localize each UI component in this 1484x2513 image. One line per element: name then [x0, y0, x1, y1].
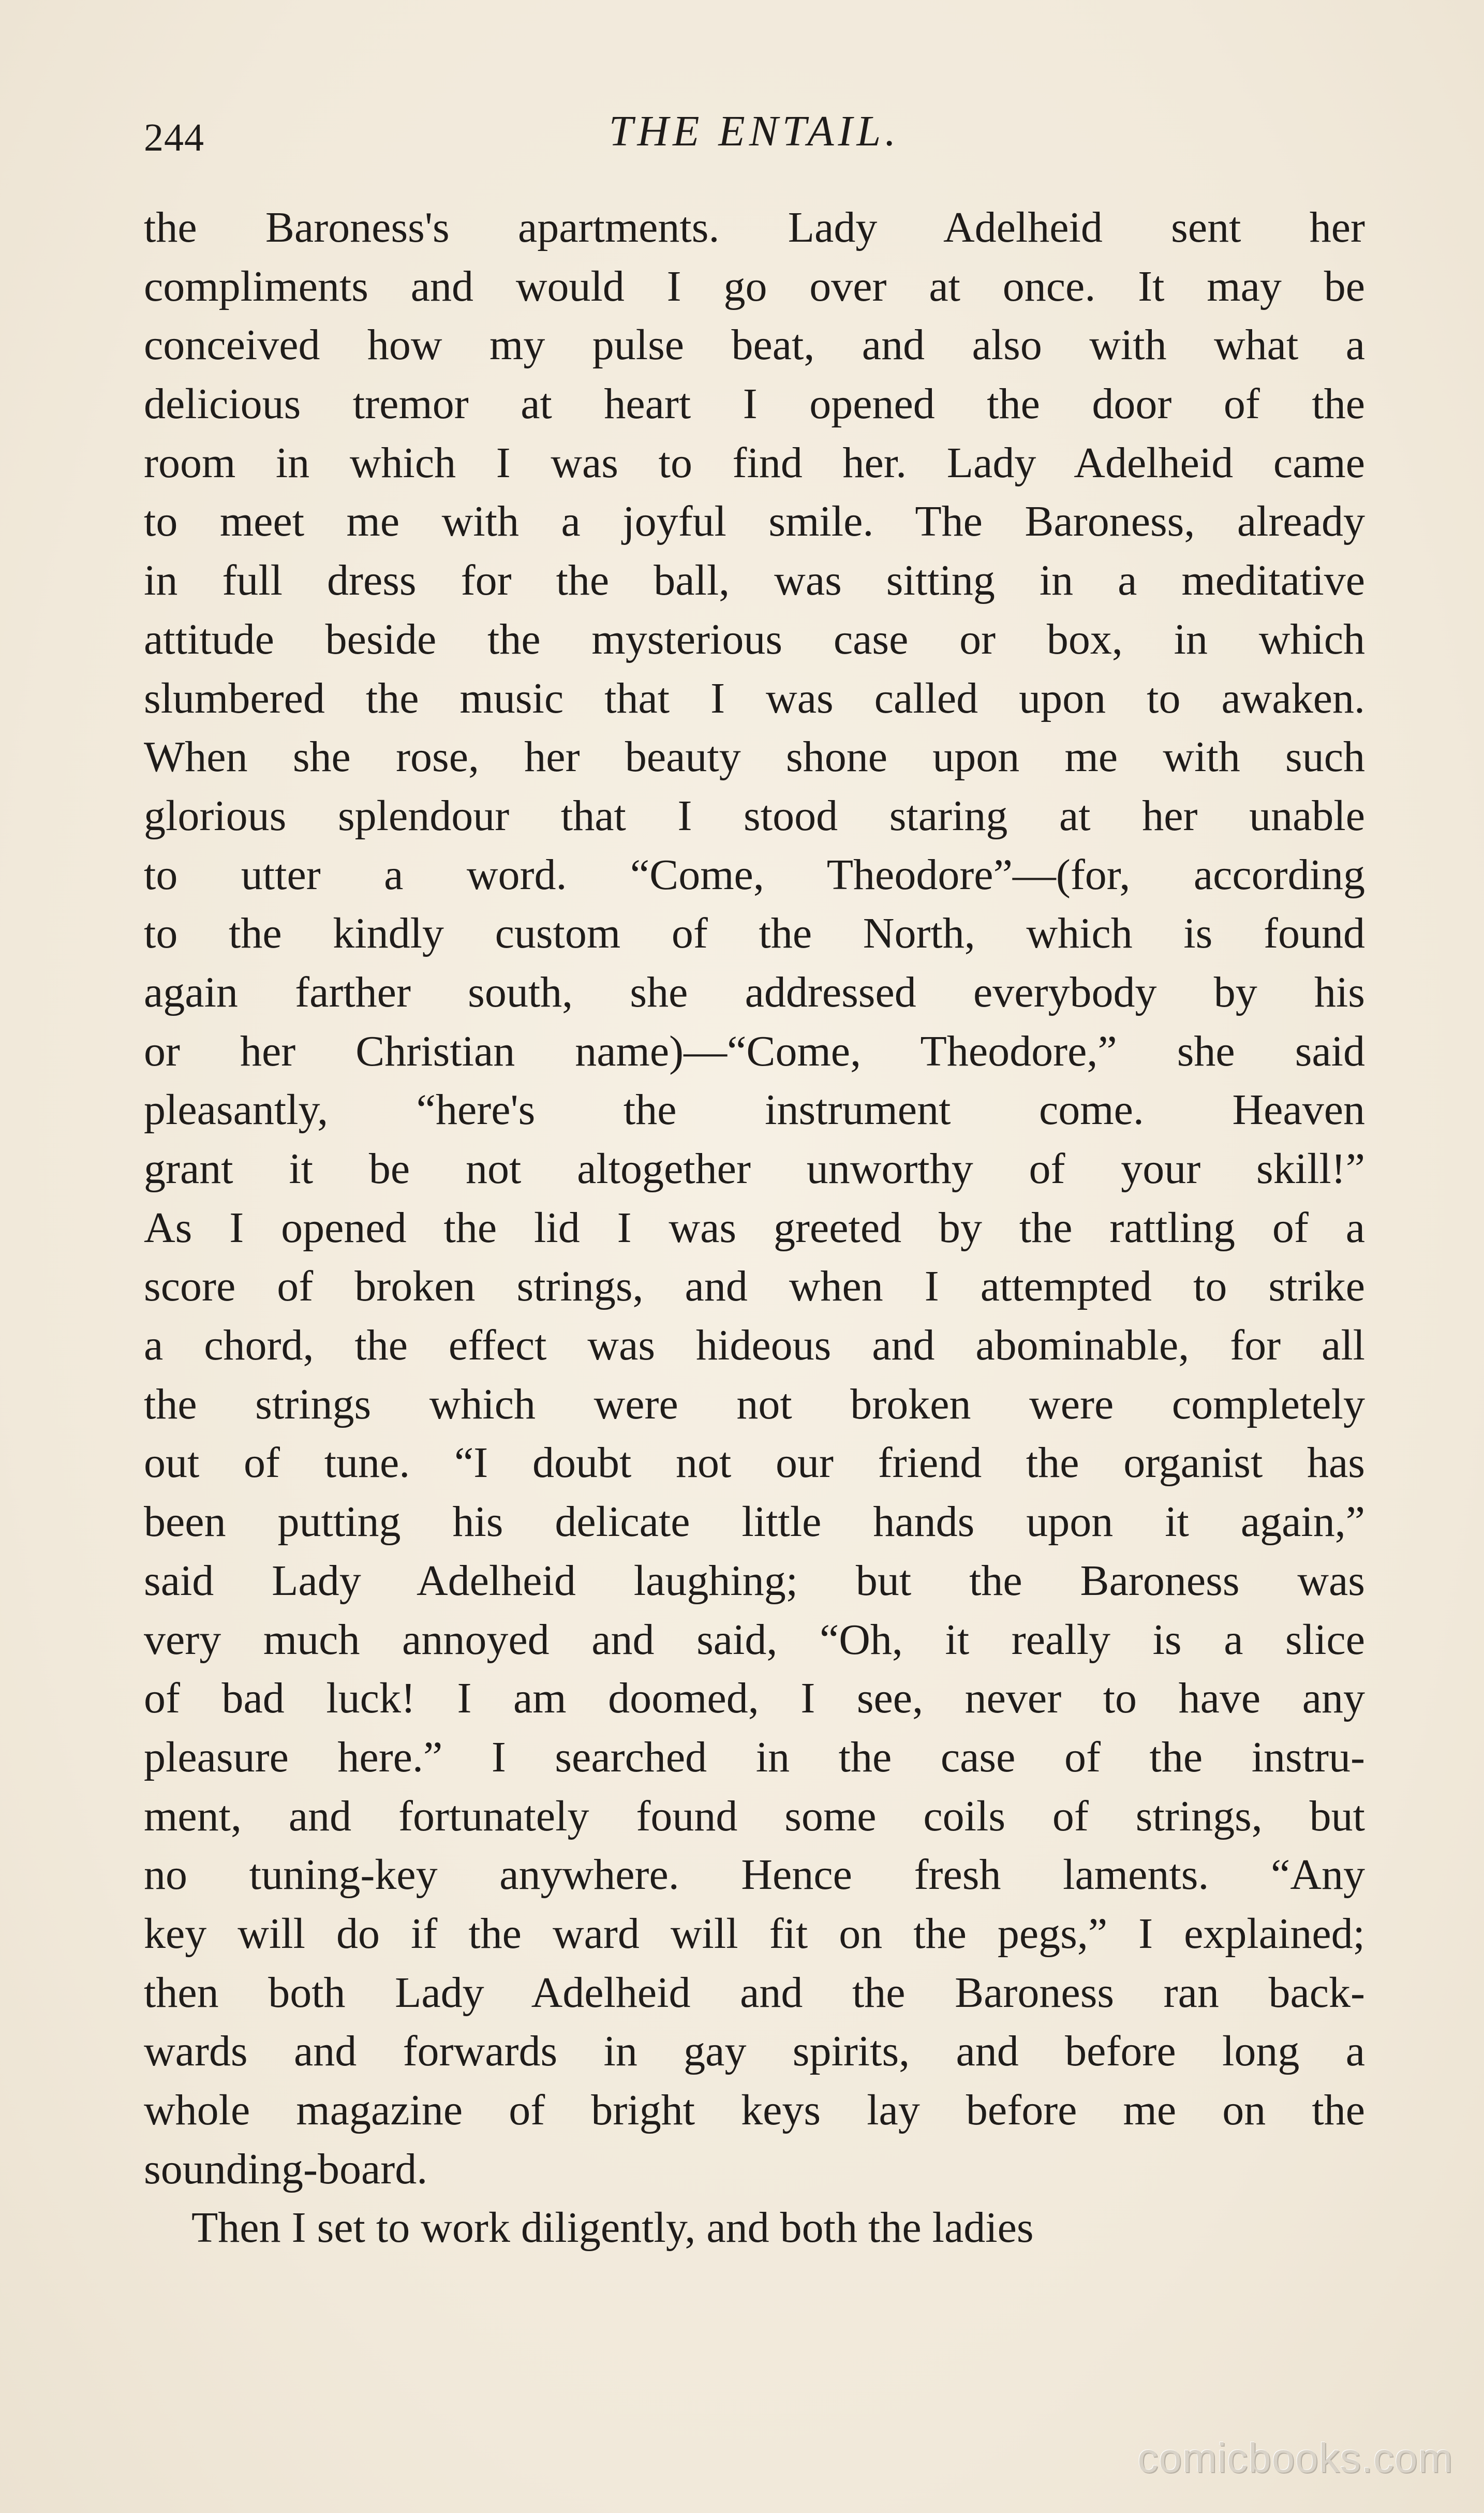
- text-line: then both Lady Adelheid and the Baroness ran back-: [144, 1968, 1365, 2017]
- running-title: THE ENTAIL.: [609, 107, 900, 155]
- text-line: room in which I was to find her. Lady Adelheid came: [144, 438, 1365, 487]
- text-line: compliments and would I go over at once. It may be: [144, 262, 1365, 311]
- text-line: grant it be not altogether unworthy of your skill!”: [144, 1145, 1365, 1193]
- text-line: out of tune. “I doubt not our friend the organist has: [144, 1439, 1365, 1487]
- text-line: When she rose, her beauty shone upon me with such: [144, 733, 1365, 781]
- text-line: to the kindly custom of the North, which is found: [144, 909, 1365, 958]
- text-line: said Lady Adelheid laughing; but the Baroness was: [144, 1556, 1365, 1605]
- text-line: no tuning-key anywhere. Hence fresh laments. “Any: [144, 1851, 1365, 1899]
- text-line: wards and forwards in gay spirits, and before long a: [144, 2027, 1365, 2076]
- text-line: score of broken strings, and when I attempted to strike: [144, 1262, 1365, 1311]
- text-line: again farther south, she addressed everybody by his: [144, 968, 1365, 1016]
- text-line: the Baroness's apartments. Lady Adelheid sent her: [144, 203, 1365, 252]
- text-line: glorious splendour that I stood staring at her unable: [144, 791, 1365, 840]
- text-line: pleasure here.” I searched in the case of the instru-: [144, 1733, 1365, 1781]
- text-line: attitude beside the mysterious case or box, in which: [144, 615, 1365, 663]
- text-line: very much annoyed and said, “Oh, it really is a slice: [144, 1615, 1365, 1664]
- text-line: been putting his delicate little hands upon it again,”: [144, 1498, 1365, 1546]
- text-line: to utter a word. “Come, Theodore”—(for, according: [144, 850, 1365, 899]
- text-line: conceived how my pulse beat, and also with what a: [144, 321, 1365, 369]
- text-line: ment, and fortunately found some coils of strings, but: [144, 1792, 1365, 1840]
- text-line: key will do if the ward will fit on the pegs,” I explained;: [144, 1909, 1365, 1958]
- text-line: slumbered the music that I was called upon to awaken.: [144, 674, 1365, 722]
- text-line: pleasantly, “here's the instrument come. Heaven: [144, 1086, 1365, 1134]
- text-line: or her Christian name)—“Come, Theodore,” she said: [144, 1027, 1365, 1075]
- text-line: the strings which were not broken were completely: [144, 1380, 1365, 1428]
- text-line: a chord, the effect was hideous and abominable, for all: [144, 1321, 1365, 1370]
- text-line: in full dress for the ball, was sitting in a meditative: [144, 556, 1365, 605]
- paragraph-start-line: Then I set to work diligently, and both the ladies: [191, 2204, 1034, 2252]
- text-line: to meet me with a joyful smile. The Baroness, already: [144, 497, 1365, 546]
- text-line: of bad luck! I am doomed, I see, never to have any: [144, 1674, 1365, 1723]
- page-header: [144, 106, 1365, 163]
- text-line: sounding-board.: [144, 2145, 428, 2193]
- page-number: 244: [144, 116, 204, 159]
- text-line: delicious tremor at heart I opened the door of the: [144, 380, 1365, 428]
- watermark: comicbooks.com: [1137, 2435, 1453, 2481]
- text-line: whole magazine of bright keys lay before me on the: [144, 2086, 1365, 2134]
- text-line: As I opened the lid I was greeted by the rattling of a: [144, 1203, 1365, 1252]
- body-text: [144, 198, 1365, 2257]
